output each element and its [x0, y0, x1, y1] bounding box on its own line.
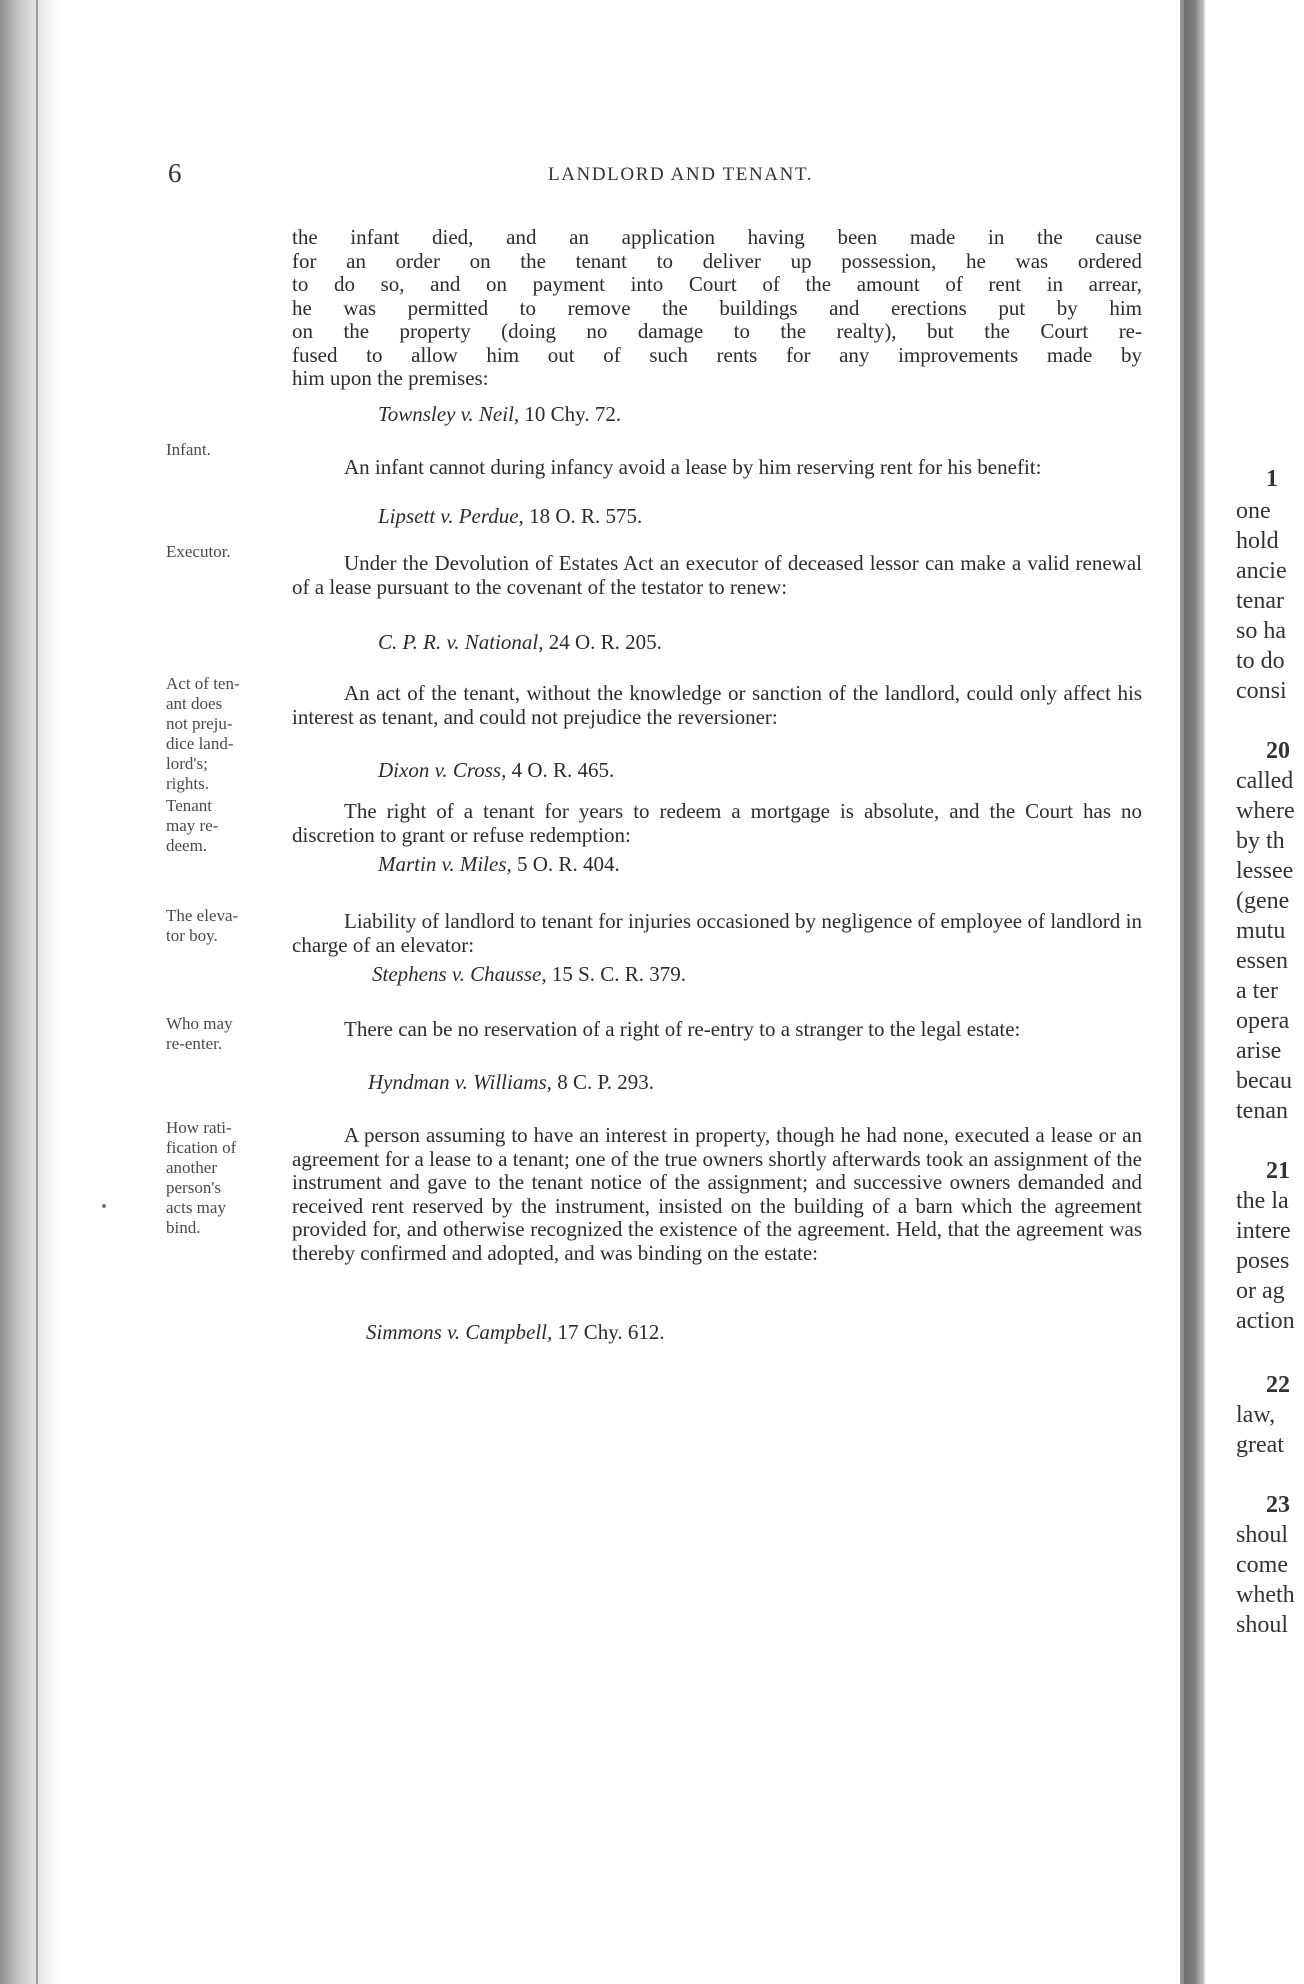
margin-line: lord's; [166, 754, 208, 773]
page-number: 6 [168, 158, 182, 188]
facing-text-fragment: come [1236, 1552, 1288, 1578]
facing-section-number: 20 [1266, 738, 1290, 764]
case-citation [378, 852, 620, 877]
facing-text-fragment: a ter [1236, 978, 1278, 1004]
case-name: Hyndman v. Williams, [368, 1070, 552, 1094]
entry-paragraph: A person assuming to have an interest in property, though he had none, executed a lease or an agreement for a lease to a tenant; one of the true owners shortly afterwards took an assignment of the instrument and gave to the tenant notice of the assignment; and successive owners demanded and received rent reserved by the instrument, insisted on the building of a barn which the agreement provided for, and otherwise recognized the existence of the agreement. Held, that the agreement was thereby confirmed and adopted, and was binding on the estate: [292, 1123, 1142, 1265]
case-citation [372, 962, 686, 987]
margin-line: may re- [166, 816, 219, 835]
margin-note-infant [166, 440, 284, 460]
entry-paragraph: Liability of landlord to tenant for injuries occasioned by negligence of employee of landlord in charge of an elevator: [292, 909, 1142, 957]
facing-text-fragment: action [1236, 1308, 1295, 1334]
facing-text-fragment: intere [1236, 1218, 1291, 1244]
margin-line: The eleva- [166, 906, 239, 925]
entry-paragraph: An act of the tenant, without the knowledge or sanction of the landlord, could only affect his interest as tenant, and could not prejudice the reversioner: [292, 681, 1142, 729]
margin-note-act-of-tenant [166, 674, 284, 794]
facing-text-fragment: hold [1236, 528, 1279, 554]
facing-text-fragment: the la [1236, 1188, 1289, 1214]
facing-text-fragment: tenar [1236, 588, 1284, 614]
case-name: Townsley v. Neil, [378, 402, 520, 426]
opening-line: he was permitted to remove the buildings and erections put by him [292, 295, 1142, 320]
facing-text-fragment: (gene [1236, 888, 1290, 914]
case-reference: 24 O. R. 205. [543, 630, 662, 654]
margin-note-tenant-may-redeem [166, 796, 284, 856]
case-name: Martin v. Miles, [378, 852, 512, 876]
facing-text-fragment: lessee [1236, 858, 1294, 884]
margin-line: another [166, 1158, 217, 1177]
case-name: Simmons v. Campbell, [366, 1320, 553, 1344]
facing-section-number: 23 [1266, 1492, 1290, 1518]
case-citation [378, 758, 614, 783]
entry-paragraph: An infant cannot during infancy avoid a lease by him reserving rent for his benefit: [344, 455, 1042, 479]
facing-text-fragment: one [1236, 498, 1271, 524]
margin-line: bind. [166, 1218, 201, 1237]
facing-text-fragment: poses [1236, 1248, 1290, 1274]
facing-section-number: 22 [1266, 1372, 1290, 1398]
running-title: LANDLORD AND TENANT. [548, 164, 814, 185]
case-reference: 5 O. R. 404. [511, 852, 620, 876]
margin-line: deem. [166, 836, 208, 855]
entry-paragraph: The right of a tenant for years to redeem a mortgage is absolute, and the Court has no discretion to grant or refuse redemption: [292, 799, 1142, 847]
opening-line: to do so, and on payment into Court of the amount of rent in arrear, [292, 272, 1142, 296]
margin-note-executor [166, 542, 284, 562]
entry-paragraph: There can be no reservation of a right of re-entry to a stranger to the legal estate: [344, 1017, 1021, 1041]
opening-line: the infant died, and an application having been made in the cause [292, 225, 1142, 249]
margin-line: Tenant [166, 796, 213, 815]
case-reference: 15 S. C. R. 379. [546, 962, 687, 986]
facing-text-fragment: or ag [1236, 1278, 1285, 1304]
facing-text-fragment: by th [1236, 828, 1285, 854]
facing-text-fragment: so ha [1236, 618, 1286, 644]
opening-line: fused to allow him out of such rents for any improvements made by [292, 342, 1142, 367]
margin-line: ant does [166, 694, 223, 713]
case-citation [366, 1320, 665, 1345]
margin-line: Who may [166, 1014, 233, 1033]
facing-text-fragment: law, [1236, 1402, 1276, 1428]
case-reference: 4 O. R. 465. [506, 758, 615, 782]
margin-line: not preju- [166, 714, 233, 733]
opening-paragraph [292, 226, 1142, 391]
case-name: Dixon v. Cross, [378, 758, 507, 782]
opening-line: him upon the premises: [292, 366, 489, 390]
entry-paragraph: Under the Devolution of Estates Act an executor of deceased lessor can make a valid renewal of a lease pursuant to the covenant of the testator to renew: [292, 551, 1142, 599]
case-name: C. P. R. v. National, [378, 630, 544, 654]
margin-line: How rati- [166, 1118, 232, 1137]
facing-text-fragment: mutu [1236, 918, 1286, 944]
case-citation [368, 1070, 654, 1095]
facing-text-fragment: great [1236, 1432, 1284, 1458]
facing-text-fragment: called [1236, 768, 1294, 794]
margin-note-who-may-re-enter [166, 1014, 284, 1054]
margin-line: dice land- [166, 734, 234, 753]
facing-text-fragment: tenan [1236, 1098, 1288, 1124]
gutter-shadow [1184, 0, 1202, 1984]
margin-note-elevator-boy [166, 906, 284, 946]
margin-line: acts may [166, 1198, 226, 1217]
margin-line: Infant. [166, 440, 211, 459]
margin-line: Executor. [166, 542, 231, 561]
case-name: Lipsett v. Perdue, [378, 504, 524, 528]
facing-text-fragment: opera [1236, 1008, 1290, 1034]
facing-text-fragment: arise [1236, 1038, 1282, 1064]
opening-line: for an order on the tenant to deliver up possession, he was ordered [292, 248, 1142, 273]
case-reference: 8 C. P. 293. [551, 1070, 655, 1094]
facing-text-fragment: shoul [1236, 1522, 1289, 1548]
case-citation [378, 402, 621, 427]
facing-section-number: 1 [1266, 466, 1278, 492]
opening-line: on the property (doing no damage to the realty), but the Court re- [292, 319, 1142, 343]
facing-text-fragment: consi [1236, 678, 1287, 704]
margin-line: tor boy. [166, 926, 218, 945]
book-binding-shadow [0, 0, 60, 1984]
facing-text-fragment: wheth [1236, 1582, 1295, 1608]
margin-note-ratification [166, 1118, 284, 1238]
case-citation [378, 504, 642, 529]
facing-text-fragment: where [1236, 798, 1295, 824]
margin-line: rights. [166, 774, 209, 793]
case-citation [378, 630, 662, 655]
case-reference: 18 O. R. 575. [523, 504, 643, 528]
facing-text-fragment: shoul [1236, 1612, 1289, 1638]
facing-section-number: 21 [1266, 1158, 1290, 1184]
margin-line: fication of [166, 1138, 237, 1157]
facing-text-fragment: to do [1236, 648, 1285, 674]
margin-line: Act of ten- [166, 674, 240, 693]
case-name: Stephens v. Chausse, [372, 962, 547, 986]
margin-line: person's [166, 1178, 222, 1197]
facing-text-fragment: ancie [1236, 558, 1287, 584]
case-reference: 10 Chy. 72. [519, 402, 622, 426]
ink-speck [102, 1204, 106, 1208]
margin-line: re-enter. [166, 1034, 223, 1053]
facing-text-fragment: essen [1236, 948, 1288, 974]
case-reference: 17 Chy. 612. [552, 1320, 665, 1344]
facing-text-fragment: becau [1236, 1068, 1292, 1094]
